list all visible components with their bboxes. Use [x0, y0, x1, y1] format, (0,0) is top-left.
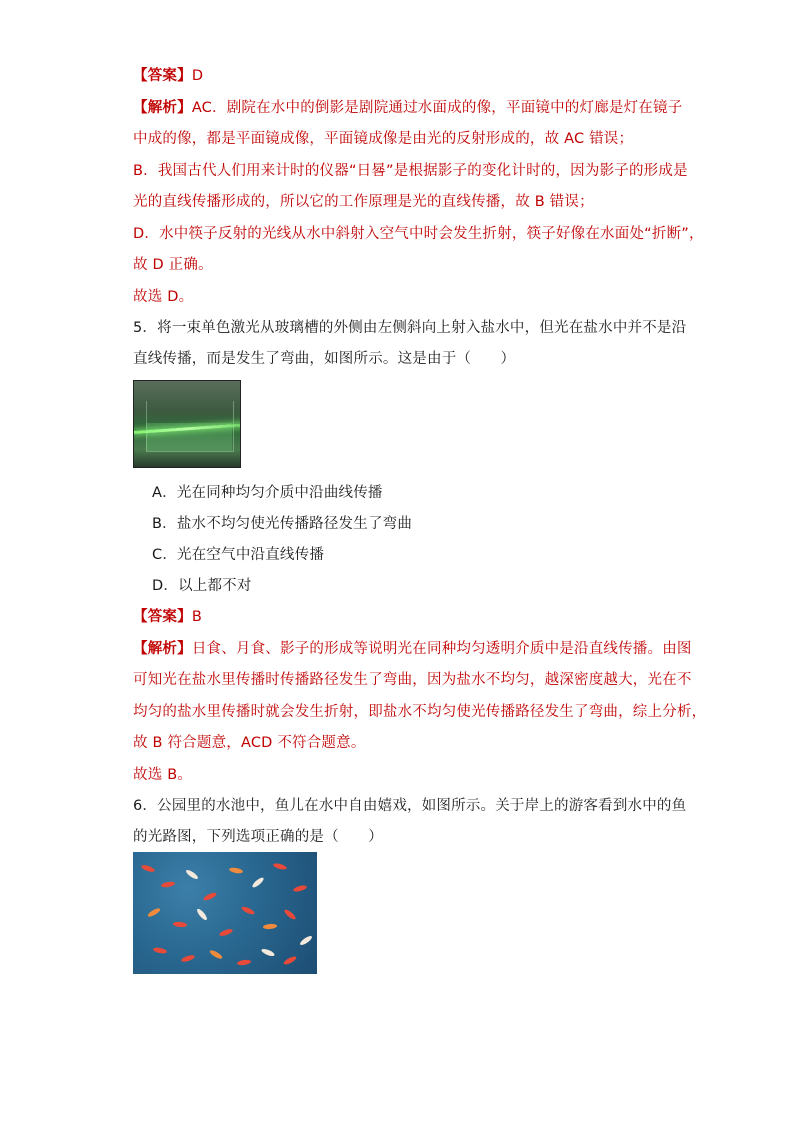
fish [263, 923, 277, 929]
fish [141, 864, 156, 873]
q6-stem-line-1: 6．公园里的水池中，鱼儿在水中自由嬉戏，如图所示。关于岸上的游客看到水中的鱼 [133, 798, 687, 814]
fish [293, 884, 308, 892]
q5-option-c: C．光在空气中沿直线传播 [152, 547, 325, 563]
fish [181, 954, 196, 963]
fish [229, 867, 244, 874]
fish [196, 908, 209, 922]
q4-answer [133, 66, 203, 86]
analysis-text: 日食、月食、影子的形成等说明光在同种均匀透明介质中是沿直线传播。由图 [191, 641, 692, 657]
q5-option-b: B．盐水不均匀使光传播路径发生了弯曲 [152, 516, 413, 532]
q5-analysis-line-2: 可知光在盐水里传播时传播路径发生了弯曲，因为盐水不均匀，越深密度越大，光在不 [133, 672, 692, 688]
answer-tag: 【答案】 [133, 609, 192, 625]
fish [219, 928, 234, 937]
fish [299, 934, 313, 946]
analysis-tag: 【解析】 [133, 100, 192, 116]
fish [261, 948, 276, 958]
q5-analysis-line-3: 均匀的盐水里传播时就会发生折射，即盐水不均匀使光传播路径发生了弯曲，综上分析， [133, 704, 707, 720]
q5-stem-line-1: 5．将一束单色激光从玻璃槽的外侧由左侧斜向上射入盐水中，但光在盐水中并不是沿 [133, 320, 687, 336]
fish [173, 921, 187, 927]
q4-analysis-line-4: 光的直线传播形成的，所以它的工作原理是光的直线传播，故 B 错误； [133, 194, 594, 210]
fish [153, 947, 168, 955]
analysis-tag: 【解析】 [133, 641, 192, 657]
laser-salt-water-photo [133, 380, 241, 468]
q5-conclusion: 故选 B。 [133, 767, 193, 783]
fish [161, 881, 176, 888]
fish [147, 907, 162, 918]
fish [283, 955, 298, 966]
q4-analysis-line-6: 故 D 正确。 [133, 257, 213, 273]
answer-value: D [191, 68, 204, 84]
q4-analysis-line-1 [133, 98, 682, 118]
koi-pond-photo [133, 852, 317, 974]
fish [273, 862, 288, 870]
fish [237, 959, 252, 966]
answer-tag: 【答案】 [133, 68, 192, 84]
q5-option-a: A．光在同种均匀介质中沿曲线传播 [152, 485, 383, 501]
fish [209, 949, 224, 960]
answer-value: B [191, 609, 202, 625]
q5-stem-line-2: 直线传播，而是发生了弯曲，如图所示。这是由于（ ） [133, 351, 516, 367]
q5-analysis-line-4: 故 B 符合题意，ACD 不符合题意。 [133, 735, 366, 751]
q5-answer [133, 607, 202, 627]
fish [251, 876, 265, 889]
q5-analysis-line-1 [133, 639, 692, 659]
fish [241, 905, 256, 915]
analysis-text: AC．剧院在水中的倒影是剧院通过水面成的像，平面镜中的灯廊是灯在镜子 [191, 100, 683, 116]
q6-stem-line-2: 的光路图，下列选项正确的是（ ） [133, 829, 383, 845]
q4-conclusion: 故选 D。 [133, 289, 194, 305]
q4-analysis-line-2: 中成的像，都是平面镜成像，平面镜成像是由光的反射形成的，故 AC 错误； [133, 131, 634, 147]
fish [203, 891, 218, 901]
fish [185, 868, 199, 880]
q4-analysis-line-3: B．我国古代人们用来计时的仪器“日晷”是根据影子的变化计时的，因为影子的形成是 [133, 163, 688, 179]
q5-option-d: D．以上都不对 [152, 578, 252, 594]
q4-analysis-line-5: D．水中筷子反射的光线从水中斜射入空气中时会发生折射，筷子好像在水面处“折断”， [133, 226, 704, 242]
fish [283, 908, 297, 921]
